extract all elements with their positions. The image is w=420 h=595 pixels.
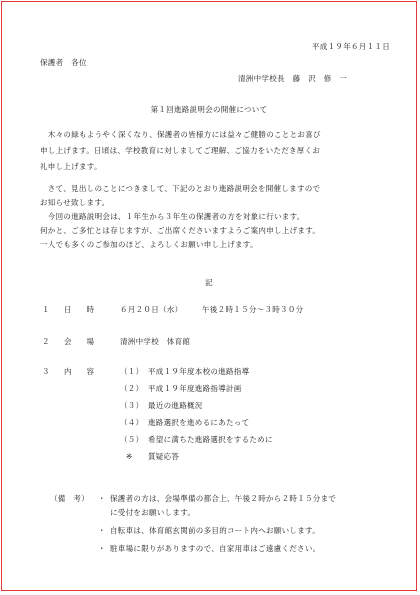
note-item: 自転車は、体育館玄関前の多目的コート内へお願いします。 — [110, 526, 320, 535]
note-item: 保護者の方は、会場準備の都合上、午後２時から２時１５分まで — [110, 494, 337, 503]
item-label-place: 会 場 — [64, 337, 94, 346]
document-date: 平成１９年６月１１日 — [312, 42, 390, 51]
content-sub-number: （３） — [120, 401, 144, 410]
item-value-place: 清洲中学校 体育館 — [120, 337, 191, 346]
item-number: １ — [42, 305, 50, 314]
body-paragraph-line: 今回の進路説明会は、１年生から３年生の保護者の方を対象に行います。 — [40, 212, 305, 221]
note-bullet: ・ — [98, 494, 106, 503]
content-sub-item: 最近の進路概況 — [148, 401, 203, 410]
body-paragraph-line: 何かと、ご多忙とは存じますが、ご出席くださいますようご案内申し上げます。 — [40, 226, 321, 235]
content-sub-number: （２） — [120, 384, 144, 393]
note-bullet: ・ — [98, 526, 106, 535]
content-sub-number: ※ — [126, 452, 133, 461]
sender: 清洲中学校長 藤 沢 修 一 — [238, 74, 348, 83]
body-paragraph-line: 申し上げます。日頃は、学校教育に対しましてご理解、ご協力をいただき厚くお — [40, 146, 321, 155]
note-bullet: ・ — [98, 544, 106, 553]
body-paragraph-line: 一人でも多くのご参加のほど、よろしくお願い申し上げます。 — [40, 240, 258, 249]
note-item: 駐車場に限りがありますので、自家用車はご遠慮ください。 — [110, 544, 321, 553]
item-number: ３ — [42, 367, 50, 376]
notes-label: （備 考） — [50, 494, 89, 503]
body-paragraph-line: お知らせ致します。 — [40, 198, 110, 207]
content-sub-number: （４） — [120, 418, 144, 427]
content-sub-item: 質疑応答 — [148, 452, 180, 461]
content-sub-number: （５） — [120, 435, 144, 444]
document-page — [1, 1, 417, 591]
document-title: 第１回進路説明会の開催について — [150, 105, 268, 114]
body-paragraph-line: 礼申し上げます。 — [40, 162, 102, 171]
body-paragraph-line: 木々の緑もようやく深くなり、保護者の皆様方には益々ご健勝のこととお喜び — [40, 130, 321, 139]
note-item-continuation: に受付をお願いします。 — [110, 508, 196, 517]
item-label-content: 内 容 — [64, 367, 94, 376]
ki-heading: 記 — [205, 278, 213, 287]
content-sub-item: 希望に満ちた進路選択をするために — [148, 435, 273, 444]
item-number: ２ — [42, 337, 50, 346]
content-sub-item: 平成１９年度本校の進路指導 — [148, 367, 250, 376]
content-sub-number: （１） — [120, 367, 144, 376]
content-sub-item: 平成１９年度進路指導計画 — [148, 384, 242, 393]
item-value-date: ６月２０日（水） 午後２時１５分～３時３０分 — [120, 305, 304, 314]
item-label-date: 日 時 — [64, 305, 94, 314]
content-sub-item: 進路選択を進めるにあたって — [148, 418, 250, 427]
body-paragraph-line: さて、見出しのことにつきまして、下記のとおり進路説明会を開催しますので — [40, 184, 321, 193]
recipient: 保護者 各位 — [40, 58, 87, 67]
